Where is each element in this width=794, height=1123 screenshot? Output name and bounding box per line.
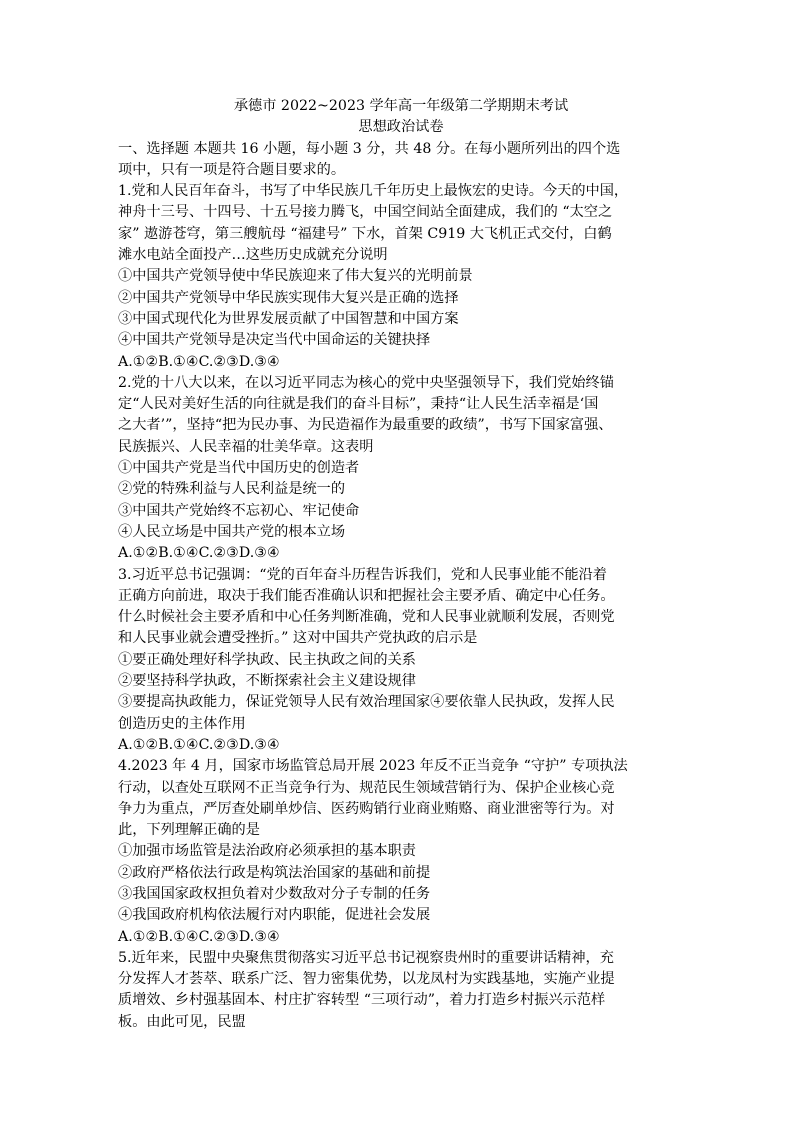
document-body — [118, 96, 684, 1033]
question-stem-line: 争力为重点，严厉查处刷单炒信、医药购销行业商业贿赂、商业泄密等行为。对 — [118, 800, 615, 817]
section-intro-line: 一、选择题 本题共 16 小题，每小题 3 分，共 48 分。在每小题所列出的四个选 — [118, 140, 621, 157]
exam-title: 承德市 2022~2023 学年高一年级第二学期期末考试 — [233, 98, 569, 114]
answer-choices: A.①②B.①④C.②③D.③④ — [118, 353, 280, 370]
question-option: ④我国政府机构依法履行对内职能，促进社会发展 — [118, 907, 431, 924]
question-stem-line: 分发挥人才荟萃、联系广泛、智力密集优势，以龙凤村为实践基地，实施产业提 — [118, 971, 615, 988]
question-option: ③中国共产党始终不忘初心、牢记使命 — [118, 502, 360, 519]
question-stem-line: 板。由此可见，民盟 — [118, 1013, 246, 1030]
question-option: ②中国共产党领导中华民族实现伟大复兴是正确的选择 — [118, 289, 459, 306]
question-option: ②党的特殊利益与人民利益是统一的 — [118, 481, 346, 498]
question-option: ②要坚持科学执政，不断探索社会主义建设规律 — [118, 673, 416, 690]
question-option: ①中国共产党领导使中华民族迎来了伟大复兴的光明前景 — [118, 268, 473, 285]
question-option: ③中国式现代化为世界发展贡献了中国智慧和中国方案 — [118, 310, 459, 327]
question-stem-line: 质增效、乡村强基固本、村庄扩容转型 “三项行动”，着力打造乡村振兴示范样 — [118, 992, 606, 1009]
section-intro-line: 项中，只有一项是符合题目要求的。 — [118, 161, 346, 178]
question-stem-line: 5.近年来，民盟中央聚焦贯彻落实习近平总书记视察贵州时的重要讲话精神，充 — [118, 949, 614, 966]
question-stem-line: 1.党和人民百年奋斗，书写了中华民族几千年历史上最恢宏的史诗。今天的中国， — [118, 183, 629, 200]
question-stem-line: 家” 遨游苍穹，第三艘航母 “福建号” 下水，首架 C919 大飞机正式交付，白鹤 — [118, 225, 612, 242]
question-stem-line: 神舟十三号、十四号、十五号接力腾飞，中国空间站全面建成，我们的 “太空之 — [118, 204, 613, 221]
question-stem-line: 民族振兴、人民幸福的壮美华章。这表明 — [118, 438, 374, 455]
answer-choices: A.①②B.①④C.②③D.③④ — [118, 928, 280, 945]
question-option: ④人民立场是中国共产党的根本立场 — [118, 523, 346, 540]
question-stem-line: 2.党的十八大以来，在以习近平同志为核心的党中央坚强领导下，我们党始终锚 — [118, 374, 614, 391]
question-option: ①中国共产党是当代中国历史的创造者 — [118, 460, 360, 477]
question-option: ③要提高执政能力，保证党领导人民有效治理国家④要依靠人民执政，发挥人民 — [118, 694, 615, 711]
question-option: ④中国共产党领导是决定当代中国命运的关键抉择 — [118, 332, 431, 349]
question-stem-line: 和人民事业就会遭受挫折。” 这对中国共产党执政的启示是 — [118, 630, 478, 647]
question-5 — [118, 948, 684, 1033]
question-stem-line: 行动，以查处互联网不正当竞争行为、规范民生领域营销行为、保护企业核心竞 — [118, 779, 615, 796]
question-3 — [118, 565, 684, 757]
question-option: ③我国国家政权担负着对少数敌对分子专制的任务 — [118, 885, 431, 902]
exam-subtitle: 思想政治试卷 — [358, 119, 444, 136]
question-stem-line: 滩水电站全面投产…这些历史成就充分说明 — [118, 247, 388, 264]
question-option: ①加强市场监管是法治政府必须承担的基本职责 — [118, 843, 416, 860]
question-stem-line: 定“人民对美好生活的向往就是我们的奋斗目标”，秉持“让人民生活幸福是‘国 — [118, 396, 599, 413]
question-stem-line: 正确方向前进，取决于我们能否准确认识和把握社会主要矛盾、确定中心任务。 — [118, 587, 615, 604]
question-option: ①要正确处理好科学执政、民主执政之间的关系 — [118, 651, 416, 668]
section-intro — [118, 139, 684, 182]
answer-choices: A.①②B.①④C.②③D.③④ — [118, 545, 280, 562]
question-1 — [118, 181, 684, 373]
question-stem-line: 什么时候社会主要矛盾和中心任务判断准确，党和人民事业就顺利发展，否则党 — [118, 609, 615, 626]
question-stem-line: 3.习近平总书记强调：“党的百年奋斗历程告诉我们，党和人民事业能不能沿着 — [118, 566, 607, 583]
question-stem-line: 之大者’”，坚持“把为民办事、为民造福作为最重要的政绩”，书写下国家富强、 — [118, 417, 613, 434]
question-stem-line: 4.2023 年 4 月，国家市场监管总局开展 2023 年反不正当竞争 “守护” 专项执法 — [118, 758, 628, 775]
question-2 — [118, 373, 684, 565]
question-option: ②政府严格依法行政是构筑法治国家的基础和前提 — [118, 864, 431, 881]
answer-choices: A.①②B.①④C.②③D.③④ — [118, 736, 280, 753]
question-option: 创造历史的主体作用 — [118, 715, 246, 732]
question-stem-line: 此，下列理解正确的是 — [118, 822, 260, 839]
question-4 — [118, 756, 684, 948]
